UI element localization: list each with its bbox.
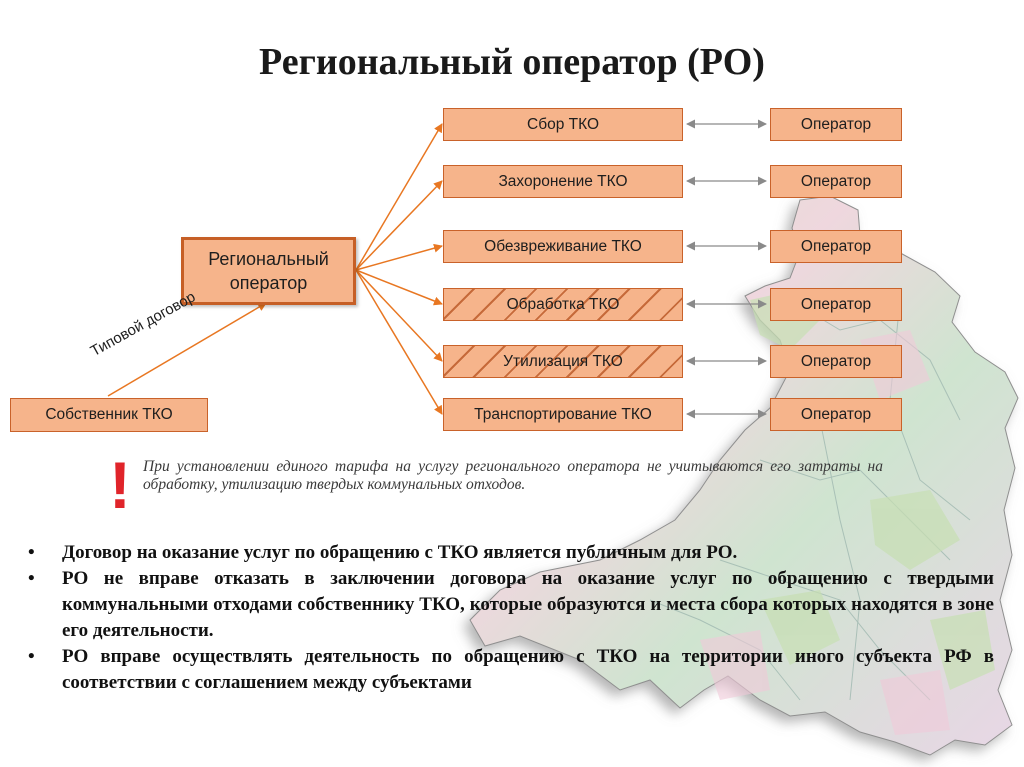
contract-arrow	[108, 303, 266, 396]
operator-box	[770, 345, 902, 378]
service-box-burial	[443, 165, 683, 198]
service-box-collection	[443, 108, 683, 141]
operator-box	[770, 288, 902, 321]
service-arrow	[356, 270, 442, 361]
tariff-note: При установлении единого тарифа на услугу регионального оператора не учитываются его затраты на обработку, утилизацию твердых коммунальных отходов.	[143, 458, 883, 493]
service-box-processing	[443, 288, 683, 321]
service-label: Утилизация ТКО	[503, 352, 623, 370]
service-arrow	[356, 246, 442, 270]
regional-operator-label-line2: оператор	[229, 273, 308, 293]
waste-owner-box	[10, 398, 208, 432]
service-label: Обработка ТКО	[506, 295, 620, 313]
regional-operator-box	[181, 237, 356, 305]
bullet-item	[28, 644, 994, 696]
service-label: Обезвреживание ТКО	[484, 237, 642, 255]
bullet-text: Договор на оказание услуг по обращению с ТКО является публичным для РО.	[62, 542, 738, 563]
bullet-item	[28, 566, 994, 644]
service-box-transportation	[443, 398, 683, 431]
service-arrow	[356, 270, 442, 414]
service-label: Транспортирование ТКО	[474, 405, 652, 423]
bullet-list	[28, 540, 994, 696]
service-arrow	[356, 124, 442, 270]
service-arrow	[356, 270, 442, 304]
regional-operator-label-line1: Региональный	[208, 249, 329, 269]
service-label: Сбор ТКО	[527, 115, 599, 133]
bullet-marker: •	[28, 542, 35, 563]
service-arrow	[356, 181, 442, 270]
exclamation-icon: !	[109, 448, 131, 522]
service-box-neutralization	[443, 230, 683, 263]
operator-label: Оператор	[800, 352, 872, 370]
waste-owner-label: Собственник ТКО	[45, 406, 173, 423]
operator-label: Оператор	[800, 295, 872, 313]
page-title: Региональный оператор (РО)	[259, 41, 765, 83]
bullet-marker: •	[28, 646, 35, 667]
bullet-text: РО вправе осуществлять деятельность по обращению с ТКО на территории иного субъекта РФ в соответствии с соглашением между субъектами	[62, 646, 994, 693]
bullet-marker: •	[28, 568, 35, 589]
operator-box	[770, 230, 902, 263]
service-label: Захоронение ТКО	[498, 172, 628, 190]
operator-box	[770, 165, 902, 198]
operator-label: Оператор	[800, 172, 872, 190]
operator-box	[770, 108, 902, 141]
operator-label: Оператор	[800, 237, 872, 255]
service-box-utilization	[443, 345, 683, 378]
bullet-text: РО не вправе отказать в заключении договора на оказание услуг по обращению с твердыми коммунальными отходами собственнику ТКО, которые образуются и места сбора которых находятся в зоне его деятельности.	[62, 568, 994, 641]
contract-label: Типовой договор	[87, 288, 199, 360]
operator-label: Оператор	[800, 405, 872, 423]
bullet-item	[28, 540, 994, 566]
operator-box	[770, 398, 902, 431]
operator-label: Оператор	[800, 115, 872, 133]
